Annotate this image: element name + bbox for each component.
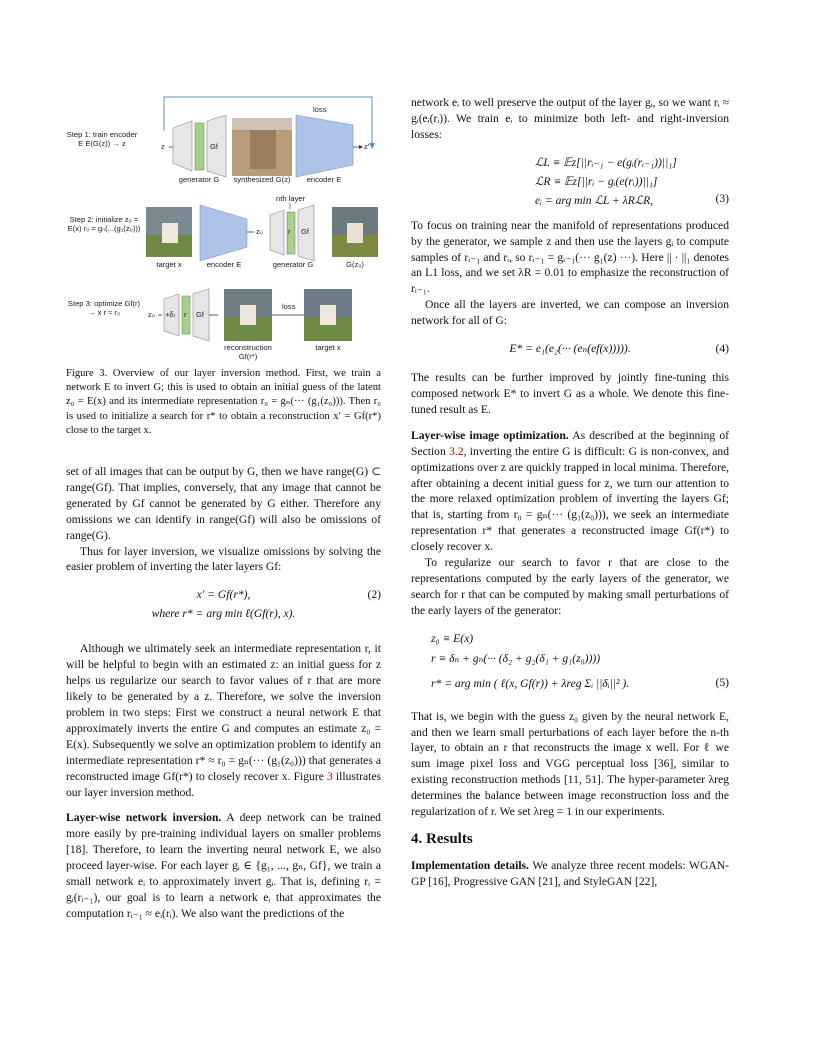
step1-zprime: z' (364, 142, 370, 151)
step2-generator-label: generator G (272, 260, 314, 269)
left-paragraph-4: Layer-wise network inversion. A deep network can be trained more easily by pre-training individual layers on smaller problems [18]. Therefore, to learn the inverting neural network E, we also proceed layer-wise. For each layer gᵢ ∈ {g₁, ..., gₙ, Gf}, we train a small network eᵢ to approximately invert gᵢ. That is, defining rᵢ = gᵢ(rᵢ₋₁), our goal is to learn a network eᵢ that approximates the computation rᵢ₋₁ ≈ eᵢ(rᵢ). We also want the predictions of the (66, 811, 381, 920)
right-paragraph-1: network eᵢ to well preserve the output of the layer gᵢ, so we want rᵢ ≈ gᵢ(eᵢ(rᵢ)). We train eᵢ to minimize both left- and right-inversion losses: (411, 96, 729, 141)
generator-block-1 (173, 121, 192, 171)
step1-generator-label: generator G (178, 175, 220, 184)
equation-4-number: (4) (715, 342, 729, 356)
equation-3-line-2: ℒR ≡ 𝔼z[||rᵢ − gᵢ(e(rᵢ))||₁] (535, 174, 658, 188)
generator-layer-highlight (195, 123, 204, 170)
step1-loss: loss (313, 105, 327, 114)
step1-label: Step 1: train encoder E E(G(z)) → z (66, 130, 138, 148)
equation-3-number: (3) (715, 191, 729, 205)
step2-target-label: target x (156, 260, 182, 269)
implementation-details-heading: Implementation details. (411, 858, 529, 872)
step3-loss: loss (282, 302, 296, 311)
step3-r: r (184, 310, 187, 319)
equation-2 (66, 585, 381, 623)
step3-z0: z₀ (148, 310, 155, 319)
step2-label: Step 2: initialize z₀ = E(x) r₀ = gₙ(...(g₁(z₀))) (67, 215, 141, 233)
step2-gz0-label: G(z₀) (346, 260, 364, 269)
left-paragraph-2: Thus for layer inversion, we visualize omissions by solving the easier problem of inverting the later layers Gf: (66, 544, 381, 574)
generator-block-2 (270, 210, 284, 255)
step3-gf: Gf (196, 310, 205, 319)
right-paragraph-4: The results can be further improved by jointly fine-tuning this composed network E* to invert G as a whole. We denote this fine-tuned result as E. (411, 371, 729, 416)
right-paragraph-2: To focus on training near the manifold of representations produced by the generator, we sample z and then use the layers gᵢ to compute samples of rᵢ₋₁ and rᵢ, so rᵢ₋₁ = gᵢ₋₁(··· g₁(z) ···). Here || · ||₁ denotes an L1 loss, and we set λR = 0.01 to emphasize the reconstruction of rᵢ₋₁. (411, 218, 729, 296)
encoder-block-2 (200, 205, 247, 261)
right-column (411, 95, 729, 890)
equation-5-line-2: r ≡ δₙ + gₙ(··· (δ₂ + g₂(δ₁ + g₁(z₀)))) (431, 651, 601, 665)
equation-3-line-1: ℒL ≡ 𝔼z[||rᵢ₋₁ − e(gᵢ(rᵢ₋₁))||₁] (535, 155, 677, 169)
step3-label: Step 3: optimize Gf(r) → x r ≈ r₀ (67, 299, 141, 317)
equation-5 (431, 629, 729, 699)
right-paragraph-3: Once all the layers are inverted, we can compose an inversion network for all of G: (411, 298, 729, 328)
equation-3 (411, 153, 729, 210)
step3-target-label: target x (315, 343, 341, 352)
equation-5-number: (5) (715, 675, 729, 689)
step2-gf: Gf (301, 227, 310, 236)
figure-3-link[interactable]: 3 (326, 769, 333, 783)
step2-z0: z₀ (256, 227, 263, 236)
step2-nth-layer: nth layer (276, 194, 306, 203)
layerwise-image-optimization-heading: Layer-wise image optimization. (411, 428, 569, 442)
step3-delta: +δᵢ (165, 310, 175, 319)
right-paragraph-8: Implementation details. We analyze three recent models: WGAN-GP [16], Progressive GAN [21], and StyleGAN [22], (411, 858, 729, 888)
step3-reconstruction-label: reconstruction Gf(r*) (224, 343, 272, 361)
step1-z: z (161, 142, 165, 151)
equation-5-line-3: r* = arg min ( ℓ(x, Gf(r)) + λreg Σᵢ ||δᵢ||² ). (431, 676, 630, 690)
step2-encoder-label: encoder E (206, 260, 242, 269)
figure-3 (66, 95, 381, 365)
equation-4-body: E* = e₁(e₂(··· (eₙ(ef(x))))). (509, 342, 631, 356)
section-heading-results: 4. Results (411, 831, 473, 847)
equation-5-line-1: z₀ ≡ E(x) (431, 631, 474, 645)
equation-4 (411, 339, 729, 358)
figure-caption: Figure 3. Overview of our layer inversion method. First, we train a network E to invert G; this is used to obtain an initial guess of the latent z₀ = E(x) and its intermediate representation r₀ = gₙ(··· (g₁(z₀))). Then r₀ is used to initialize a search for r* to obtain a reconstruction x′ = Gf(r*) close to the target x. (66, 368, 381, 436)
equation-2-number: (2) (367, 588, 381, 602)
equation-2-line-2: where r* = arg min ℓ(Gf(r), x). (151, 607, 296, 621)
right-paragraph-6: To regularize our search to favor r that are close to the representations computed by the early layers of the generator, we search for r that can be computed by making small perturbations of the early layers of the generator: (411, 556, 729, 617)
left-paragraph-1: set of all images that can be output by G, then we have range(G) ⊂ range(Gf). That implies, conversely, that any image that cannot be generated by Gf cannot be generated by G either. Therefore any omissions we can identify in range(Gf) will also be omissions of range(G). (66, 465, 381, 542)
section-3-2-link[interactable]: 3.2 (449, 444, 464, 458)
layerwise-network-inversion-heading: Layer-wise network inversion. (66, 811, 222, 825)
step2-r: r (288, 227, 291, 236)
step1-encoder-label: encoder E (306, 175, 342, 184)
equation-2-line-1: x′ = Gf(r*), (196, 588, 251, 602)
right-paragraph-7: That is, we begin with the guess z₀ given by the neural network E, and then we learn small perturbations of each layer before the n-th layer, to obtain an r that reconstructs the image x well. For ℓ we sum image pixel loss and VGG perceptual loss [36], similar to existing reconstruction methods [11, 51]. The hyper-parameter λreg determines the balance between image reconstruction loss and the regularization of r. We set λreg = 1 in our experiments. (411, 709, 729, 819)
equation-3-line-3: eᵢ = arg min ℒL + λRℒR, (535, 193, 654, 207)
right-paragraph-5: Layer-wise image optimization. As described at the beginning of Section 3.2, inverting the entire G is difficult: G is non-convex, and optimizations over z are quickly trapped in local minima. Therefore, after obtaining a decent initial guess for z, we turn our attention to the more relaxed optimization problem of inverting the layers Gf; that is, starting from r₀ = gₙ(··· (g₁(z₀))), we seek an intermediate representation r* that generates a reconstructed image Gf(r*) to closely recover x. (411, 428, 729, 554)
step1-synthesized-label: synthesized G(z) (233, 175, 291, 184)
left-paragraph-3: Although we ultimately seek an intermediate representation r, it will be helpful to begin with an estimated z: an initial guess for z helps us regularize our search to favor values of r that are more likely to be generated by a z. Therefore, we solve the inversion problem in two steps: First we construct a neural network E that approximately inverts the entire G and computes an estimate z₀ = E(x). Subsequently we solve an optimization problem to identify an intermediate representation r* ≈ r₀ = gₙ(··· (g₁(z₀))) that generates a reconstructed image Gf(r*) to closely recover x. Figure 3 illustrates our layer inversion method. (66, 642, 381, 799)
left-column (66, 95, 381, 922)
step1-gf: Gf (210, 142, 219, 151)
encoder-block-1 (296, 115, 353, 177)
